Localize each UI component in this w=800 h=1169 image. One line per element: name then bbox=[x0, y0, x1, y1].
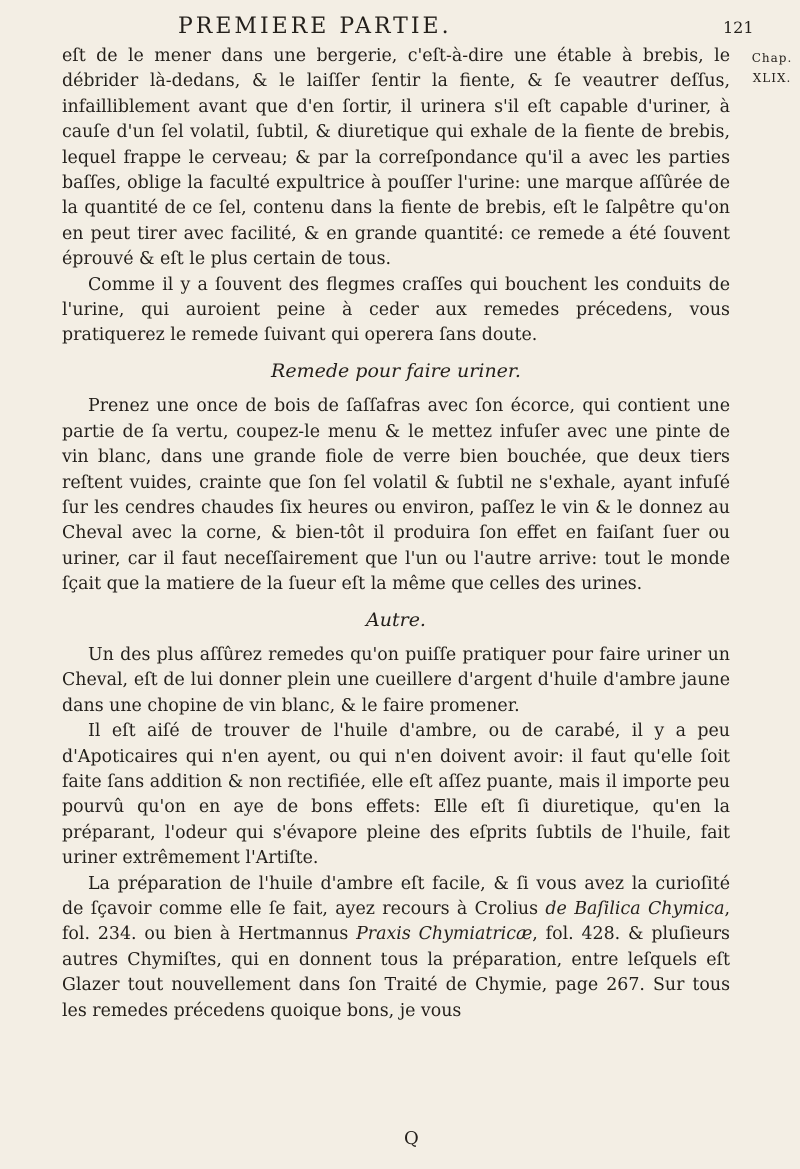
paragraph: Prenez une once de bois de ſaſſafras avec ſon écorce, qui contient une partie de ſa vertu, coupez-le menu & le mettez infuſer avec une pinte de vin blanc, dans une grande fiole de verre bien bouchée, que deux tiers reſtent vuides, crainte que ſon ſel volatil & ſubtil ne s'exhale, ayant infuſé ſur les cendres chaudes ſix heures ou environ, paſſez le vin & le donnez au Cheval avec la corne, & bien-tôt il produira ſon effet en faiſant ſuer ou uriner, car il faut neceſſairement que l'un ou l'autre arrive: tout le monde ſçait que la matiere de la ſueur eſt la même que celles des urines. bbox=[62, 396, 730, 595]
page-number: 121 bbox=[723, 18, 754, 37]
paragraph: Comme il y a ſouvent des flegmes craſſes qui bouchent les conduits de l'urine, qui auroient peine à ceder aux remedes précedens, vous pratiquerez le remede ſuivant qui operera ſans doute. bbox=[62, 274, 730, 346]
paragraph-text: , fol. 234. ou bien à Hertmannus bbox=[62, 899, 731, 945]
catchword: Q bbox=[404, 1128, 419, 1149]
paragraph-text: La préparation de l'huile d'ambre eſt facile, & ſi vous avez la curioſité de ſçavoir comme elle ſe fait, ayez recours à Crolius bbox=[62, 873, 730, 919]
paragraph bbox=[62, 872, 730, 1024]
section-heading: Autre. bbox=[366, 608, 426, 631]
body-text bbox=[62, 44, 730, 1024]
section-heading: Remede pour faire uriner. bbox=[271, 359, 521, 382]
book-reference: de Baſilica Chymica bbox=[545, 899, 725, 919]
margin-note-chapter: Chap. bbox=[751, 51, 793, 65]
margin-note bbox=[744, 48, 800, 88]
paragraph: eſt de le mener dans une bergerie, c'eſt-à-dire une étable à brebis, le débrider là-dedans, & le laiſſer ſentir la fiente, & ſe veautrer deſſus, infailliblement avant que d'en ſortir, il urinera s'il eſt capable d'uriner, à cauſe d'un ſel volatil, ſubtil, & diuretique qui exhale de la fiente de brebis, lequel frappe le cerveau; & par la correſpondance qu'il a avec les parties baſſes, oblige la faculté expultrice à pouſſer l'urine: une marque aſſûrée de la quantité de ce ſel, contenu dans la fiente de brebis, eſt le ſalpêtre qu'on en peut tirer avec facilité, & en grande quantité: ce remede a été ſouvent éprouvé & eſt le plus certain de tous. bbox=[62, 46, 730, 270]
paragraph: Un des plus aſſûrez remedes qu'on puiſſe pratiquer pour faire uriner un Cheval, eſt de lui donner plein une cueillere d'argent d'huile d'ambre jaune dans une chopine de vin blanc, & le faire promener. bbox=[62, 644, 730, 716]
margin-note-number: XLIX. bbox=[752, 71, 792, 85]
book-reference: Praxis Chymiatricæ bbox=[356, 924, 533, 945]
running-title: PREMIERE PARTIE. bbox=[178, 14, 452, 39]
paragraph: Il eſt aiſé de trouver de l'huile d'ambre, ou de carabé, il y a peu d'Apoticaires qui n'en ayent, ou qui n'en doivent avoir: il faut qu'elle ſoit faite ſans addition & non rectifiée, elle eſt aſſez puante, mais il importe peu pourvû qu'on en aye de bons effets: Elle eſt ſi diuretique, qu'en la préparant, l'odeur qui s'évapore pleine des eſprits ſubtils de l'huile, fait uriner extrêmement l'Artiſte. bbox=[62, 721, 730, 869]
paragraph-text: , fol. 428. & pluſieurs autres Chymiſtes, qui en donnent tous la préparation, entre leſquels eſt Glazer tout nouvellement dans ſon Traité de Chymie, page 267. Sur tous les remedes précedens quoique bons, je vous bbox=[62, 924, 730, 1021]
